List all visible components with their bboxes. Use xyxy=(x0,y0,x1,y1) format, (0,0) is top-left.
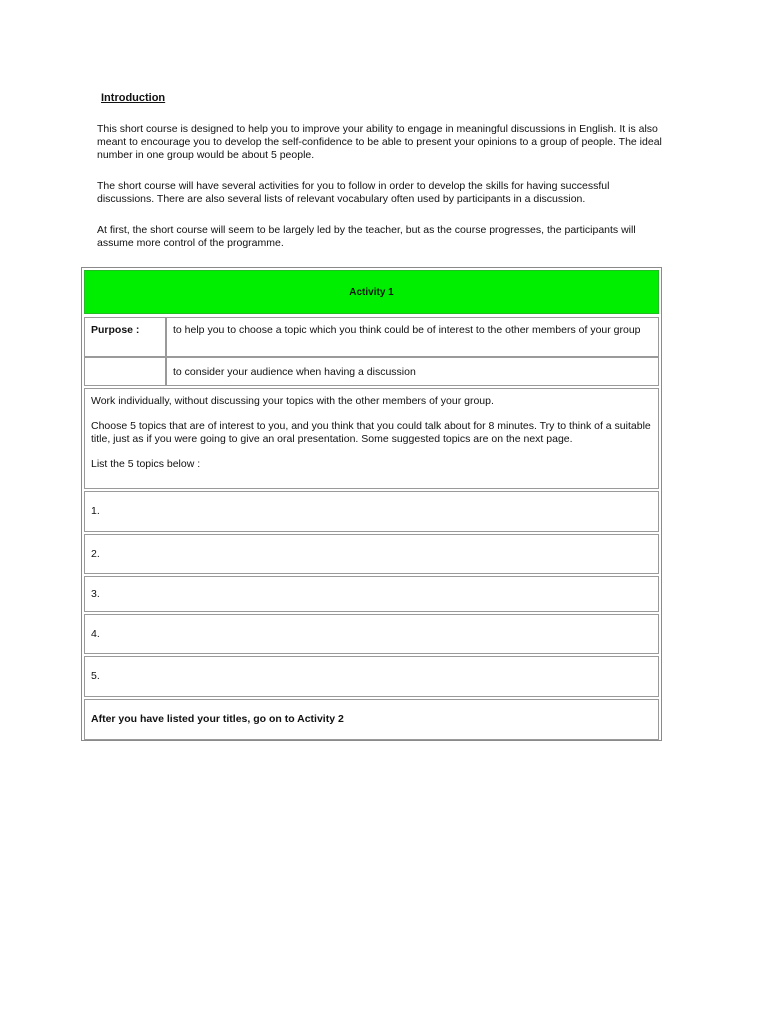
instructions-cell xyxy=(84,388,659,489)
topic-number: 4. xyxy=(91,627,100,640)
instruction-3: List the 5 topics below : xyxy=(91,458,201,470)
topic-number: 1. xyxy=(91,505,100,517)
instruction-2: Choose 5 topics that are of interest to you, and you think that you could talk about for 8 minutes. Try to think of a suitable title, just as if you were going to give an oral presentation. Some suggested topics are on the next page. xyxy=(91,420,651,445)
topic-row-1[interactable] xyxy=(84,491,659,532)
topic-number: 3. xyxy=(91,587,100,600)
topic-row-5[interactable] xyxy=(84,656,659,697)
topic-number: 5. xyxy=(91,670,100,682)
purpose-label: Purpose : xyxy=(84,317,166,357)
closing-instruction: After you have listed your titles, go on to Activity 2 xyxy=(84,699,659,740)
purpose-item-1: to help you to choose a topic which you think could be of interest to the other members of your group xyxy=(166,317,659,357)
introduction-heading: Introduction xyxy=(101,92,166,104)
topic-row-4[interactable] xyxy=(84,614,659,654)
purpose-item-2: to consider your audience when having a discussion xyxy=(166,357,659,386)
activity-title: Activity 1 xyxy=(84,270,659,314)
topic-number: 2. xyxy=(91,547,100,560)
activity-table xyxy=(81,267,662,741)
intro-paragraph-1: This short course is designed to help you to improve your ability to engage in meaningful discussions in English. It is also meant to encourage you to develop the self-confidence to be able to present your opinions to a group of people. The ideal number in one group would be about 5 people. xyxy=(97,123,662,161)
topic-row-3[interactable] xyxy=(84,576,659,612)
purpose-label-empty-cell xyxy=(84,357,166,386)
intro-paragraph-2: The short course will have several activities for you to follow in order to develop the skills for having successful discussions. There are also several lists of relevant vocabulary often used by participants in a discussion. xyxy=(97,180,610,205)
topic-row-2[interactable] xyxy=(84,534,659,574)
intro-paragraph-3: At first, the short course will seem to be largely led by the teacher, but as the course progresses, the participants will assume more control of the programme. xyxy=(97,224,636,249)
instruction-1: Work individually, without discussing your topics with the other members of your group. xyxy=(91,395,494,407)
